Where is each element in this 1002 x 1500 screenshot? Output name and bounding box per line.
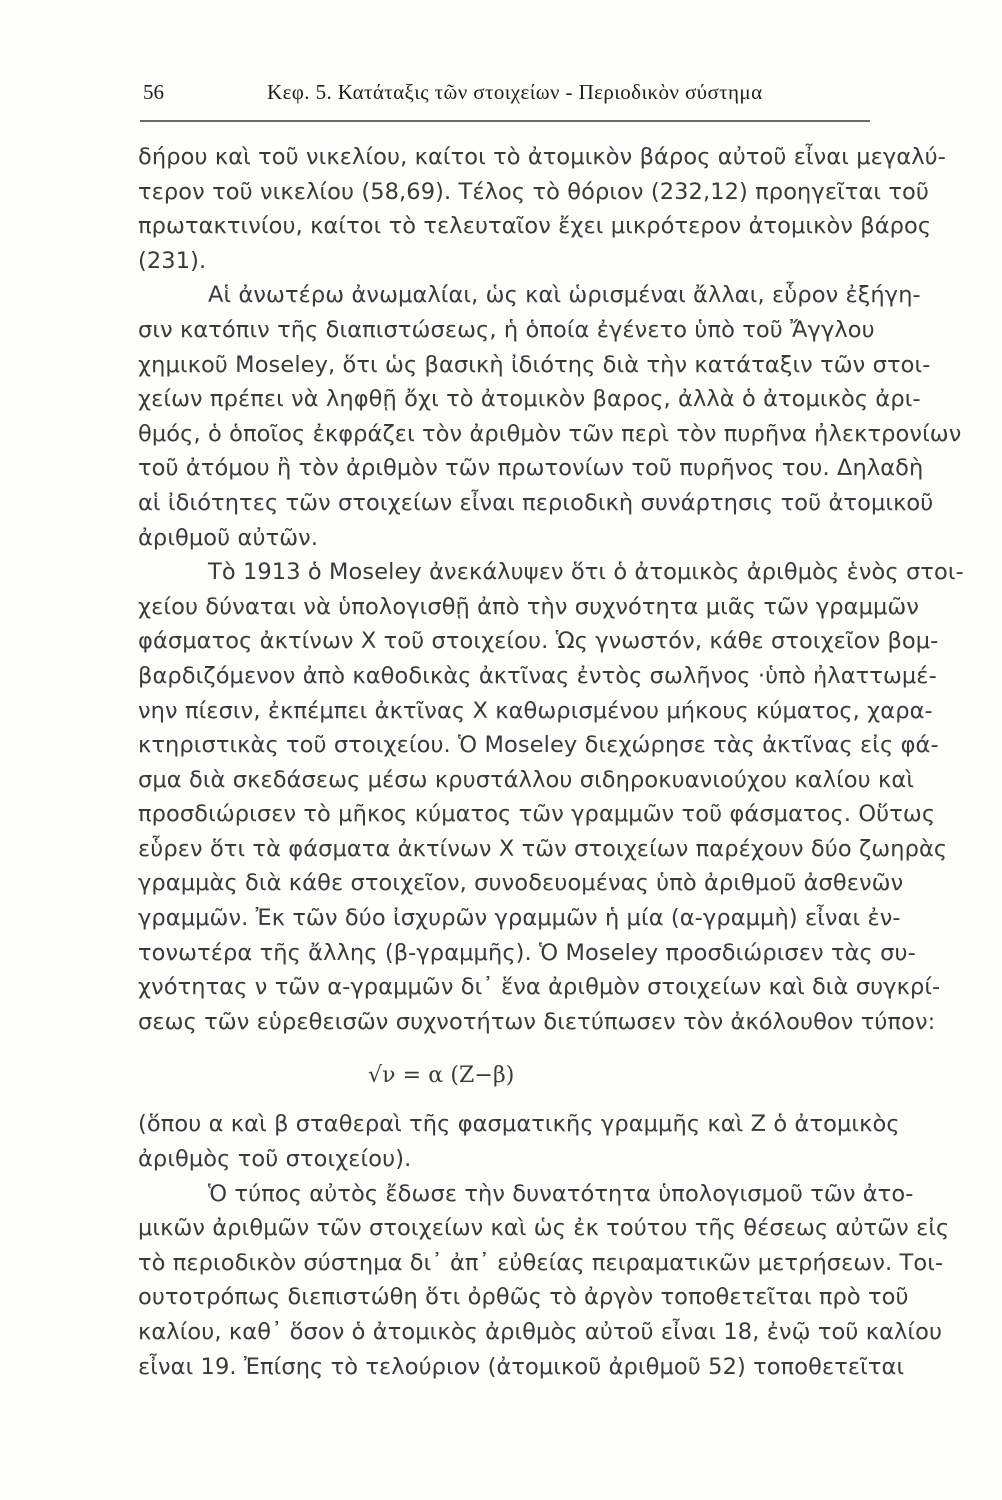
text-line: Τὸ 1913 ὁ Moseley ἀνεκάλυψεν ὅτι ὁ ἀτομικὸς ἀριθμὸς ἑνὸς στοι-	[208, 559, 964, 586]
text-line: γραμμῶν. Ἐκ τῶν δύο ἰσχυρῶν γραμμῶν ἡ μία (α-γραμμὴ) εἶναι ἐν-	[138, 905, 901, 932]
text-line: χημικοῦ Moseley, ὅτι ὡς βασικὴ ἰδιότης διὰ τὴν κατάταξιν τῶν στοι-	[138, 351, 931, 378]
text-line: γραμμὰς διὰ κάθε στοιχεῖον, συνοδευομένας ὑπὸ ἀριθμοῦ ἀσθενῶν	[138, 870, 904, 897]
text-line: τοῦ ἀτόμου ἢ τὸν ἀριθμὸν τῶν πρωτονίων τοῦ πυρῆνος του. Δηλαδὴ	[138, 455, 924, 482]
text-line: (ὅπου α καὶ β σταθεραὶ τῆς φασματικῆς γραμμῆς καὶ Ζ ὁ ἀτομικὸς	[138, 1111, 900, 1138]
text-line: σιν κατόπιν τῆς διαπιστώσεως, ἡ ὁποία ἐγένετο ὑπὸ τοῦ Ἄγγλου	[138, 316, 875, 343]
text-line: χείου δύναται νὰ ὑπολογισθῇ ἀπὸ τὴν συχνότητα μιᾶς τῶν γραμμῶν	[138, 593, 920, 620]
text-line: (231).	[138, 247, 207, 274]
running-header	[143, 80, 863, 110]
text-line: σεως τῶν εὑρεθεισῶν συχνοτήτων διετύπωσεν τὸν ἀκόλουθον τύπον:	[138, 1008, 936, 1035]
moseley-formula: √ν = α (Ζ−β)	[368, 1063, 515, 1089]
text-line: εὗρεν ὅτι τὰ φάσματα ἀκτίνων Χ τῶν στοιχείων παρέχουν δύο ζωηρὰς	[138, 835, 948, 862]
text-line: νην πίεσιν, ἐκπέμπει ἀκτῖνας Χ καθωρισμένου μήκους κύματος, χαρα-	[138, 697, 933, 724]
text-line: φάσματος ἀκτίνων Χ τοῦ στοιχείου. Ὡς γνωστόν, κάθε στοιχεῖον βομ-	[138, 628, 939, 655]
text-line: τερον τοῦ νικελίου (58,69). Τέλος τὸ θόριον (232,12) προηγεῖται τοῦ	[138, 178, 929, 205]
text-line: εἶναι 19. Ἐπίσης τὸ τελούριον (ἀτομικοῦ ἀριθμοῦ 52) τοποθετεῖται	[138, 1353, 905, 1380]
text-line: τονωτέρα τῆς ἄλλης (β-γραμμῆς). Ὁ Moseley προσδιώρισεν τὰς συ-	[138, 939, 916, 966]
text-line: θμός, ὁ ὁποῖος ἐκφράζει τὸν ἀριθμὸν τῶν περὶ τὸν πυρῆνα ἠλεκτρονίων	[138, 420, 962, 447]
text-line: κτηριστικὰς τοῦ στοιχείου. Ὁ Moseley διεχώρησε τὰς ἀκτῖνας εἰς φά-	[138, 732, 939, 759]
text-line: τὸ περιοδικὸν σύστημα δι᾿ ἀπ᾿ εὐθείας πειραματικῶν μετρήσεων. Τοι-	[138, 1249, 944, 1276]
running-title: Κεφ. 5. Κατάταξις τῶν στοιχείων - Περιοδικὸν σύστημα	[267, 80, 763, 104]
text-line: ἀριθμοῦ αὐτῶν.	[138, 524, 319, 551]
text-line: ουτοτρόπως διεπιστώθη ὅτι ὀρθῶς τὸ ἀργὸν τοποθετεῖται πρὸ τοῦ	[138, 1284, 909, 1311]
text-line: προσδιώρισεν τὸ μῆκος κύματος τῶν γραμμῶν τοῦ φάσματος. Οὕτως	[138, 801, 936, 828]
text-line: βαρδιζόμενον ἀπὸ καθοδικὰς ἀκτῖνας ἐντὸς σωλῆνος ·ὑπὸ ἠλαττωμέ-	[138, 662, 937, 689]
text-line: πρωτακτινίου, καίτοι τὸ τελευταῖον ἔχει μικρότερον ἀτομικὸν βάρος	[138, 213, 932, 240]
text-line: μικῶν ἀριθμῶν τῶν στοιχείων καὶ ὡς ἐκ τούτου τῆς θέσεως αὐτῶν εἰς	[138, 1215, 950, 1242]
page-number: 56	[143, 80, 164, 104]
text-line: χνότητας ν τῶν α-γραμμῶν δι᾿ ἕνα ἀριθμὸν στοιχείων καὶ διὰ συγκρί-	[138, 974, 941, 1001]
text-line: καλίου, καθ᾿ ὅσον ὁ ἀτομικὸς ἀριθμὸς αὐτοῦ εἶναι 18, ἐνῷ τοῦ καλίου	[138, 1319, 943, 1345]
header-rule	[140, 120, 870, 122]
text-line: αἱ ἰδιότητες τῶν στοιχείων εἶναι περιοδικὴ συνάρτησις τοῦ ἀτομικοῦ	[138, 489, 934, 516]
text-line: χείων πρέπει νὰ ληφθῇ ὄχι τὸ ἀτομικὸν βαρος, ἀλλὰ ὁ ἀτομικὸς ἀρι-	[138, 386, 921, 413]
text-line: Αἱ ἀνωτέρω ἀνωμαλίαι, ὡς καὶ ὡρισμέναι ἄλλαι, εὗρον ἐξήγη-	[208, 282, 921, 309]
text-line: ἀριθμὸς τοῦ στοιχείου).	[138, 1146, 412, 1173]
text-line: σμα διὰ σκεδάσεως μέσω κρυστάλλου σιδηροκυανιούχου καλίου καὶ	[138, 766, 915, 793]
text-line: δήρου καὶ τοῦ νικελίου, καίτοι τὸ ἀτομικὸν βάρος αὐτοῦ εἶναι μεγαλύ-	[138, 144, 947, 170]
text-line: Ὁ τύπος αὐτὸς ἔδωσε τὴν δυνατότητα ὑπολογισμοῦ τῶν ἀτο-	[208, 1180, 914, 1207]
body-text	[138, 140, 996, 1384]
